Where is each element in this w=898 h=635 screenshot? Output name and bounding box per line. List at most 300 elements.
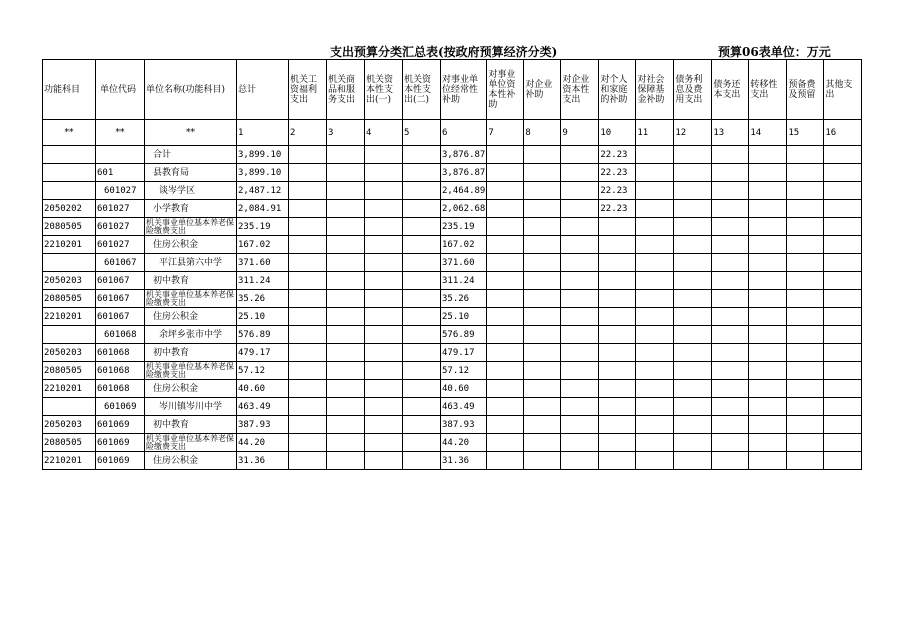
row-empty-cell [561, 416, 599, 434]
row-empty-cell [487, 200, 524, 218]
row-empty-cell [487, 344, 524, 362]
row-empty-cell [403, 380, 441, 398]
row-unit-code: 601069 [96, 416, 145, 434]
row-empty-cell [289, 272, 327, 290]
row-empty-cell [674, 344, 712, 362]
row-empty-cell [403, 146, 441, 164]
row-code: 2050202 [43, 200, 96, 218]
row-empty-cell [403, 362, 441, 380]
row-empty-cell [327, 308, 365, 326]
row-total: 3,899.10 [237, 146, 289, 164]
row-empty-cell [289, 398, 327, 416]
table-row [43, 326, 862, 344]
table-row [43, 290, 862, 308]
row-empty-cell [824, 326, 862, 344]
row-empty-cell [636, 272, 674, 290]
row-empty-cell [524, 380, 561, 398]
row-empty-cell [636, 146, 674, 164]
row-empty-cell [327, 164, 365, 182]
row-empty-cell [712, 290, 749, 308]
row-empty-cell [403, 200, 441, 218]
header-cell: 转移性支出 [749, 60, 787, 120]
index-cell: 8 [524, 120, 561, 146]
row-empty-cell [674, 182, 712, 200]
row-total: 479.17 [237, 344, 289, 362]
row-empty-cell [749, 398, 787, 416]
row-empty-cell [365, 146, 403, 164]
row-col-10 [599, 452, 636, 470]
table-row [43, 308, 862, 326]
row-empty-cell [365, 344, 403, 362]
row-name: 住房公积金 [145, 236, 237, 254]
row-empty-cell [487, 434, 524, 452]
table-row [43, 254, 862, 272]
row-empty-cell [824, 380, 862, 398]
row-code: 2050203 [43, 416, 96, 434]
row-empty-cell [289, 434, 327, 452]
row-empty-cell [289, 164, 327, 182]
row-empty-cell [749, 326, 787, 344]
row-name: 机关事业单位基本养老保险缴费支出 [145, 434, 237, 452]
header-cell: 对企业补助 [524, 60, 561, 120]
row-name: 住房公积金 [145, 308, 237, 326]
row-empty-cell [712, 218, 749, 236]
row-unit-code: 601067 [96, 254, 145, 272]
row-empty-cell [365, 182, 403, 200]
row-empty-cell [561, 344, 599, 362]
row-col-10 [599, 398, 636, 416]
row-unit-code: 601068 [96, 362, 145, 380]
row-empty-cell [787, 254, 824, 272]
row-empty-cell [403, 164, 441, 182]
row-empty-cell [561, 272, 599, 290]
index-row [43, 120, 862, 146]
row-empty-cell [749, 218, 787, 236]
row-name: 合计 [145, 146, 237, 164]
table-row [43, 398, 862, 416]
row-empty-cell [712, 182, 749, 200]
row-name: 住房公积金 [145, 452, 237, 470]
row-total: 57.12 [237, 362, 289, 380]
row-unit-code: 601068 [96, 380, 145, 398]
row-total: 371.60 [237, 254, 289, 272]
row-code: 2080505 [43, 434, 96, 452]
row-empty-cell [636, 416, 674, 434]
row-col-10 [599, 326, 636, 344]
row-empty-cell [524, 362, 561, 380]
row-empty-cell [712, 236, 749, 254]
row-empty-cell [824, 272, 862, 290]
row-empty-cell [561, 218, 599, 236]
row-empty-cell [636, 164, 674, 182]
row-empty-cell [787, 164, 824, 182]
row-empty-cell [749, 380, 787, 398]
row-empty-cell [289, 254, 327, 272]
row-empty-cell [712, 164, 749, 182]
row-empty-cell [636, 218, 674, 236]
row-empty-cell [674, 326, 712, 344]
row-empty-cell [674, 308, 712, 326]
row-empty-cell [561, 326, 599, 344]
row-empty-cell [787, 146, 824, 164]
row-empty-cell [787, 236, 824, 254]
table-row [43, 344, 862, 362]
row-empty-cell [749, 452, 787, 470]
row-empty-cell [674, 434, 712, 452]
row-col-6: 2,464.89 [441, 182, 487, 200]
row-empty-cell [824, 254, 862, 272]
row-empty-cell [712, 254, 749, 272]
row-unit-code: 601068 [96, 326, 145, 344]
row-empty-cell [327, 272, 365, 290]
row-empty-cell [327, 380, 365, 398]
row-empty-cell [487, 164, 524, 182]
header-cell: 其他支出 [824, 60, 862, 120]
row-empty-cell [524, 308, 561, 326]
row-empty-cell [712, 344, 749, 362]
row-name: 余坪乡张市中学 [145, 326, 237, 344]
row-empty-cell [289, 218, 327, 236]
row-empty-cell [524, 254, 561, 272]
row-name: 机关事业单位基本养老保险缴费支出 [145, 218, 237, 236]
row-empty-cell [674, 380, 712, 398]
row-code [43, 182, 96, 200]
row-empty-cell [403, 272, 441, 290]
row-total: 35.26 [237, 290, 289, 308]
row-empty-cell [636, 344, 674, 362]
row-empty-cell [327, 146, 365, 164]
row-col-6: 35.26 [441, 290, 487, 308]
row-empty-cell [524, 290, 561, 308]
row-empty-cell [524, 200, 561, 218]
row-empty-cell [712, 362, 749, 380]
row-col-6: 57.12 [441, 362, 487, 380]
row-empty-cell [636, 452, 674, 470]
row-unit-code: 601068 [96, 344, 145, 362]
row-empty-cell [487, 416, 524, 434]
row-empty-cell [327, 434, 365, 452]
row-empty-cell [824, 452, 862, 470]
row-col-6: 311.24 [441, 272, 487, 290]
row-col-6: 44.20 [441, 434, 487, 452]
row-col-10 [599, 236, 636, 254]
row-name: 机关事业单位基本养老保险缴费支出 [145, 290, 237, 308]
row-empty-cell [487, 218, 524, 236]
row-col-10: 22.23 [599, 200, 636, 218]
row-empty-cell [524, 452, 561, 470]
row-empty-cell [327, 254, 365, 272]
row-unit-code: 601027 [96, 218, 145, 236]
row-empty-cell [824, 344, 862, 362]
header-cell: 机关资本性支出(二) [403, 60, 441, 120]
index-cell: 13 [712, 120, 749, 146]
row-empty-cell [365, 326, 403, 344]
row-empty-cell [289, 344, 327, 362]
row-empty-cell [561, 308, 599, 326]
row-empty-cell [289, 362, 327, 380]
row-empty-cell [712, 272, 749, 290]
row-col-10 [599, 272, 636, 290]
row-empty-cell [787, 452, 824, 470]
row-empty-cell [712, 146, 749, 164]
row-empty-cell [524, 272, 561, 290]
row-empty-cell [561, 182, 599, 200]
row-empty-cell [327, 398, 365, 416]
row-empty-cell [365, 254, 403, 272]
row-empty-cell [787, 398, 824, 416]
row-empty-cell [787, 344, 824, 362]
row-empty-cell [824, 308, 862, 326]
row-empty-cell [749, 308, 787, 326]
row-col-6: 25.10 [441, 308, 487, 326]
header-cell: 机关商品和服务支出 [327, 60, 365, 120]
header-cell: 功能科目 [43, 60, 96, 120]
row-name: 平江县第六中学 [145, 254, 237, 272]
row-empty-cell [636, 290, 674, 308]
row-name: 初中教育 [145, 344, 237, 362]
index-cell: 5 [403, 120, 441, 146]
row-col-10: 22.23 [599, 146, 636, 164]
table-row [43, 416, 862, 434]
row-empty-cell [524, 344, 561, 362]
row-empty-cell [749, 236, 787, 254]
row-empty-cell [749, 344, 787, 362]
row-empty-cell [787, 326, 824, 344]
table-row [43, 164, 862, 182]
index-cell: 15 [787, 120, 824, 146]
row-empty-cell [327, 290, 365, 308]
row-total: 2,487.12 [237, 182, 289, 200]
row-empty-cell [289, 380, 327, 398]
index-cell: 10 [599, 120, 636, 146]
row-empty-cell [824, 434, 862, 452]
row-empty-cell [289, 308, 327, 326]
row-empty-cell [674, 272, 712, 290]
row-empty-cell [636, 308, 674, 326]
row-empty-cell [365, 434, 403, 452]
row-empty-cell [824, 236, 862, 254]
row-empty-cell [787, 416, 824, 434]
row-col-10 [599, 218, 636, 236]
index-cell: 4 [365, 120, 403, 146]
row-total: 25.10 [237, 308, 289, 326]
row-code [43, 146, 96, 164]
row-empty-cell [327, 362, 365, 380]
row-empty-cell [561, 452, 599, 470]
row-empty-cell [787, 272, 824, 290]
table-row [43, 362, 862, 380]
row-code [43, 398, 96, 416]
row-code: 2210201 [43, 380, 96, 398]
row-empty-cell [289, 182, 327, 200]
row-empty-cell [824, 290, 862, 308]
row-empty-cell [674, 416, 712, 434]
row-empty-cell [636, 182, 674, 200]
row-empty-cell [636, 380, 674, 398]
row-empty-cell [327, 236, 365, 254]
row-empty-cell [487, 398, 524, 416]
row-empty-cell [824, 200, 862, 218]
row-empty-cell [487, 254, 524, 272]
table-row [43, 434, 862, 452]
row-empty-cell [289, 326, 327, 344]
row-col-10 [599, 362, 636, 380]
index-cell: 12 [674, 120, 712, 146]
row-empty-cell [403, 182, 441, 200]
row-empty-cell [749, 434, 787, 452]
row-empty-cell [674, 146, 712, 164]
unit-label: 预算06表单位：万元 [718, 45, 831, 59]
row-empty-cell [636, 326, 674, 344]
row-empty-cell [824, 146, 862, 164]
row-empty-cell [787, 218, 824, 236]
row-empty-cell [403, 236, 441, 254]
row-empty-cell [403, 218, 441, 236]
row-empty-cell [674, 452, 712, 470]
header-cell: 对社会保障基金补助 [636, 60, 674, 120]
index-cell: 7 [487, 120, 524, 146]
row-name: 机关事业单位基本养老保险缴费支出 [145, 362, 237, 380]
table-row [43, 182, 862, 200]
row-empty-cell [824, 416, 862, 434]
row-empty-cell [403, 290, 441, 308]
row-total: 311.24 [237, 272, 289, 290]
row-empty-cell [365, 416, 403, 434]
row-col-10 [599, 308, 636, 326]
row-empty-cell [636, 362, 674, 380]
row-empty-cell [289, 236, 327, 254]
index-cell: ** [43, 120, 96, 146]
row-empty-cell [674, 164, 712, 182]
row-code [43, 254, 96, 272]
row-empty-cell [787, 434, 824, 452]
row-col-6: 3,876.87 [441, 146, 487, 164]
table-row [43, 146, 862, 164]
row-empty-cell [327, 218, 365, 236]
header-cell: 机关资本性支出(一) [365, 60, 403, 120]
row-empty-cell [403, 416, 441, 434]
header-row [43, 60, 862, 120]
row-empty-cell [824, 362, 862, 380]
row-empty-cell [561, 236, 599, 254]
row-col-10 [599, 434, 636, 452]
row-unit-code: 601067 [96, 272, 145, 290]
row-col-6: 235.19 [441, 218, 487, 236]
row-empty-cell [674, 290, 712, 308]
row-empty-cell [561, 434, 599, 452]
row-empty-cell [403, 254, 441, 272]
index-cell: 2 [289, 120, 327, 146]
row-col-10: 22.23 [599, 164, 636, 182]
row-empty-cell [327, 182, 365, 200]
row-code [43, 326, 96, 344]
row-empty-cell [787, 308, 824, 326]
row-col-10 [599, 416, 636, 434]
row-empty-cell [712, 200, 749, 218]
row-empty-cell [365, 236, 403, 254]
row-empty-cell [824, 182, 862, 200]
budget-table [42, 59, 862, 470]
row-empty-cell [636, 254, 674, 272]
row-empty-cell [487, 290, 524, 308]
row-empty-cell [749, 290, 787, 308]
header-cell: 债务利息及费用支出 [674, 60, 712, 120]
row-empty-cell [712, 326, 749, 344]
header-cell: 总计 [237, 60, 289, 120]
row-empty-cell [524, 434, 561, 452]
row-empty-cell [524, 146, 561, 164]
table-row [43, 272, 862, 290]
row-code: 2210201 [43, 452, 96, 470]
header-cell: 机关工资福利支出 [289, 60, 327, 120]
row-empty-cell [787, 380, 824, 398]
row-empty-cell [636, 398, 674, 416]
row-empty-cell [749, 200, 787, 218]
row-code: 2210201 [43, 308, 96, 326]
row-empty-cell [365, 290, 403, 308]
row-empty-cell [824, 164, 862, 182]
row-empty-cell [327, 416, 365, 434]
row-empty-cell [487, 308, 524, 326]
row-empty-cell [674, 254, 712, 272]
row-empty-cell [487, 362, 524, 380]
row-code: 2210201 [43, 236, 96, 254]
row-empty-cell [327, 344, 365, 362]
row-empty-cell [674, 236, 712, 254]
row-unit-code: 601027 [96, 200, 145, 218]
row-code: 2080505 [43, 290, 96, 308]
row-empty-cell [674, 200, 712, 218]
index-cell: 3 [327, 120, 365, 146]
row-empty-cell [524, 416, 561, 434]
row-col-6: 463.49 [441, 398, 487, 416]
row-empty-cell [712, 416, 749, 434]
row-col-6: 371.60 [441, 254, 487, 272]
row-empty-cell [289, 452, 327, 470]
row-empty-cell [524, 326, 561, 344]
row-empty-cell [403, 326, 441, 344]
index-cell: 16 [824, 120, 862, 146]
row-empty-cell [712, 398, 749, 416]
row-empty-cell [674, 362, 712, 380]
row-empty-cell [561, 380, 599, 398]
row-empty-cell [487, 182, 524, 200]
header-cell: 单位名称(功能科目) [145, 60, 237, 120]
row-unit-code: 601069 [96, 398, 145, 416]
row-name: 岑川镇岑川中学 [145, 398, 237, 416]
index-cell: ** [96, 120, 145, 146]
index-cell: 9 [561, 120, 599, 146]
page-title: 支出预算分类汇总表(按政府预算经济分类) [330, 45, 558, 59]
row-empty-cell [487, 452, 524, 470]
row-empty-cell [787, 362, 824, 380]
row-empty-cell [327, 200, 365, 218]
row-total: 167.02 [237, 236, 289, 254]
row-empty-cell [674, 218, 712, 236]
row-empty-cell [365, 164, 403, 182]
row-unit-code: 601069 [96, 434, 145, 452]
row-total: 3,899.10 [237, 164, 289, 182]
row-empty-cell [561, 200, 599, 218]
row-col-6: 2,062.68 [441, 200, 487, 218]
index-cell: 11 [636, 120, 674, 146]
row-total: 463.49 [237, 398, 289, 416]
row-empty-cell [327, 326, 365, 344]
index-cell: ** [145, 120, 237, 146]
row-col-10: 22.23 [599, 182, 636, 200]
row-empty-cell [365, 200, 403, 218]
row-unit-code: 601067 [96, 308, 145, 326]
